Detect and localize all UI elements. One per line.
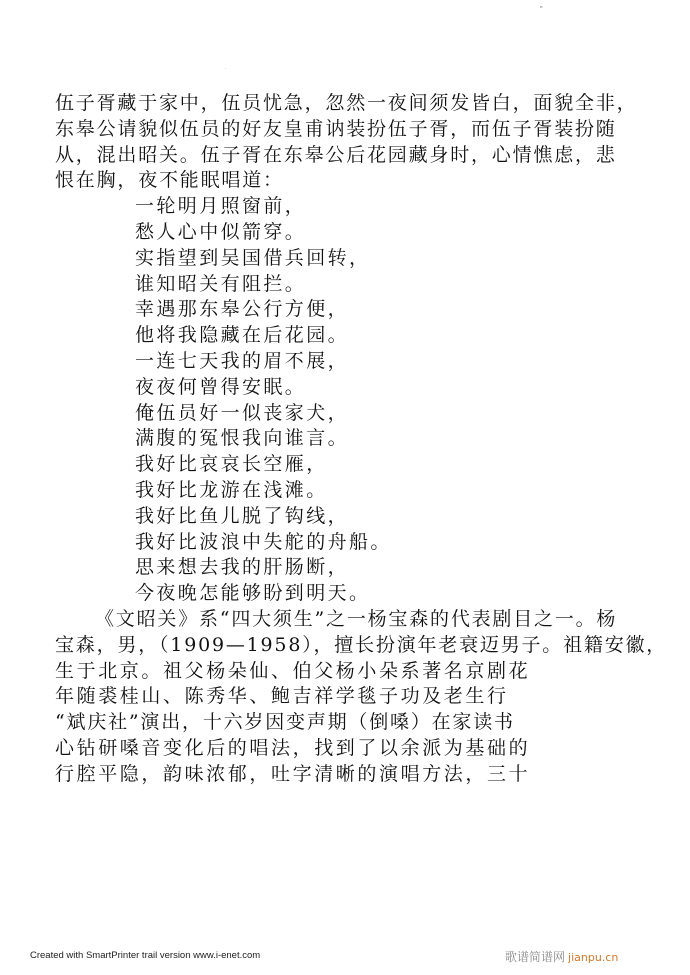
paragraph-2 <box>55 607 668 788</box>
text-line: “斌庆社”演出，十六岁因变声期（倒嗓）在家读书 <box>55 711 515 734</box>
text-line: 伍子胥藏于家中，伍员忧急，忽然一夜间须发皆白，面貌全非， <box>55 92 638 114</box>
verse-line: 幸遇那东皋公行方便， <box>135 298 350 321</box>
paragraph-1 <box>55 91 655 194</box>
verse-line: 实指望到吴国借兵回转， <box>135 246 371 269</box>
text-line: 年随裘桂山、陈秀华、鲍吉祥学毯子功及老生行 <box>55 685 509 708</box>
verse-line: 俺伍员好一似丧家犬， <box>135 401 350 424</box>
verse-line: 今夜晚怎能够盼到明天。 <box>135 582 371 605</box>
verse-line: 夜夜何曾得安眠。 <box>135 375 307 398</box>
verse-line: 满腹的冤恨我向谁言。 <box>135 427 350 450</box>
text-line: 宝森，男，（1909—1958），擅长扮演年老衰迈男子。祖籍安徽， <box>55 633 668 656</box>
verse-line: 他将我隐藏在后花园。 <box>135 324 350 347</box>
watermark-smartprinter: Created with SmartPrinter trail version www.i-enet.com <box>30 950 261 961</box>
site-watermark <box>505 948 618 965</box>
verse-line: 一轮明月照窗前， <box>135 195 307 218</box>
scan-speck: · <box>225 66 227 72</box>
verse-line: 我好比龙游在浅滩。 <box>135 478 328 501</box>
text-line: 《文昭关》系“四大须生”之一杨宝森的代表剧目之一。杨 <box>95 607 618 630</box>
page-mark: " <box>540 6 543 13</box>
verse-line: 我好比哀哀长空雁， <box>135 453 328 476</box>
document-body <box>55 91 668 788</box>
verse-line: 思来想去我的肝肠断， <box>135 556 350 579</box>
verse-line: 一连七天我的眉不展， <box>135 349 350 372</box>
site-name-latin: jianpu.cn <box>568 951 619 964</box>
text-line: 心钻研嗓音变化后的唱法，找到了以余派为基础的 <box>55 736 531 759</box>
verse-line: 谁知昭关有阻拦。 <box>135 272 307 295</box>
verse-line: 愁人心中似箭穿。 <box>135 220 307 243</box>
text-line: 行腔平隐，韵味浓郁，吐字清晰的演唱方法，三十 <box>55 762 531 785</box>
verse-line: 我好比鱼儿脱了钩线， <box>135 504 350 527</box>
lyrics-verse <box>55 194 655 607</box>
text-line: 生于北京。祖父杨朵仙、伯父杨小朵系著名京剧花 <box>55 659 531 682</box>
text-line: 从，混出昭关。伍子胥在东皋公后花园藏身时，心情憔虑，悲 <box>55 143 617 166</box>
text-line: 恨在胸，夜不能眠唱道： <box>55 169 284 192</box>
site-name-cn: 歌谱简谱网 <box>505 950 566 964</box>
text-line: 东皋公请貌似伍员的好友皇甫讷装扮伍子胥，而伍子胥装扮随 <box>55 117 617 140</box>
verse-line: 我好比波浪中失舵的舟船。 <box>135 530 392 553</box>
